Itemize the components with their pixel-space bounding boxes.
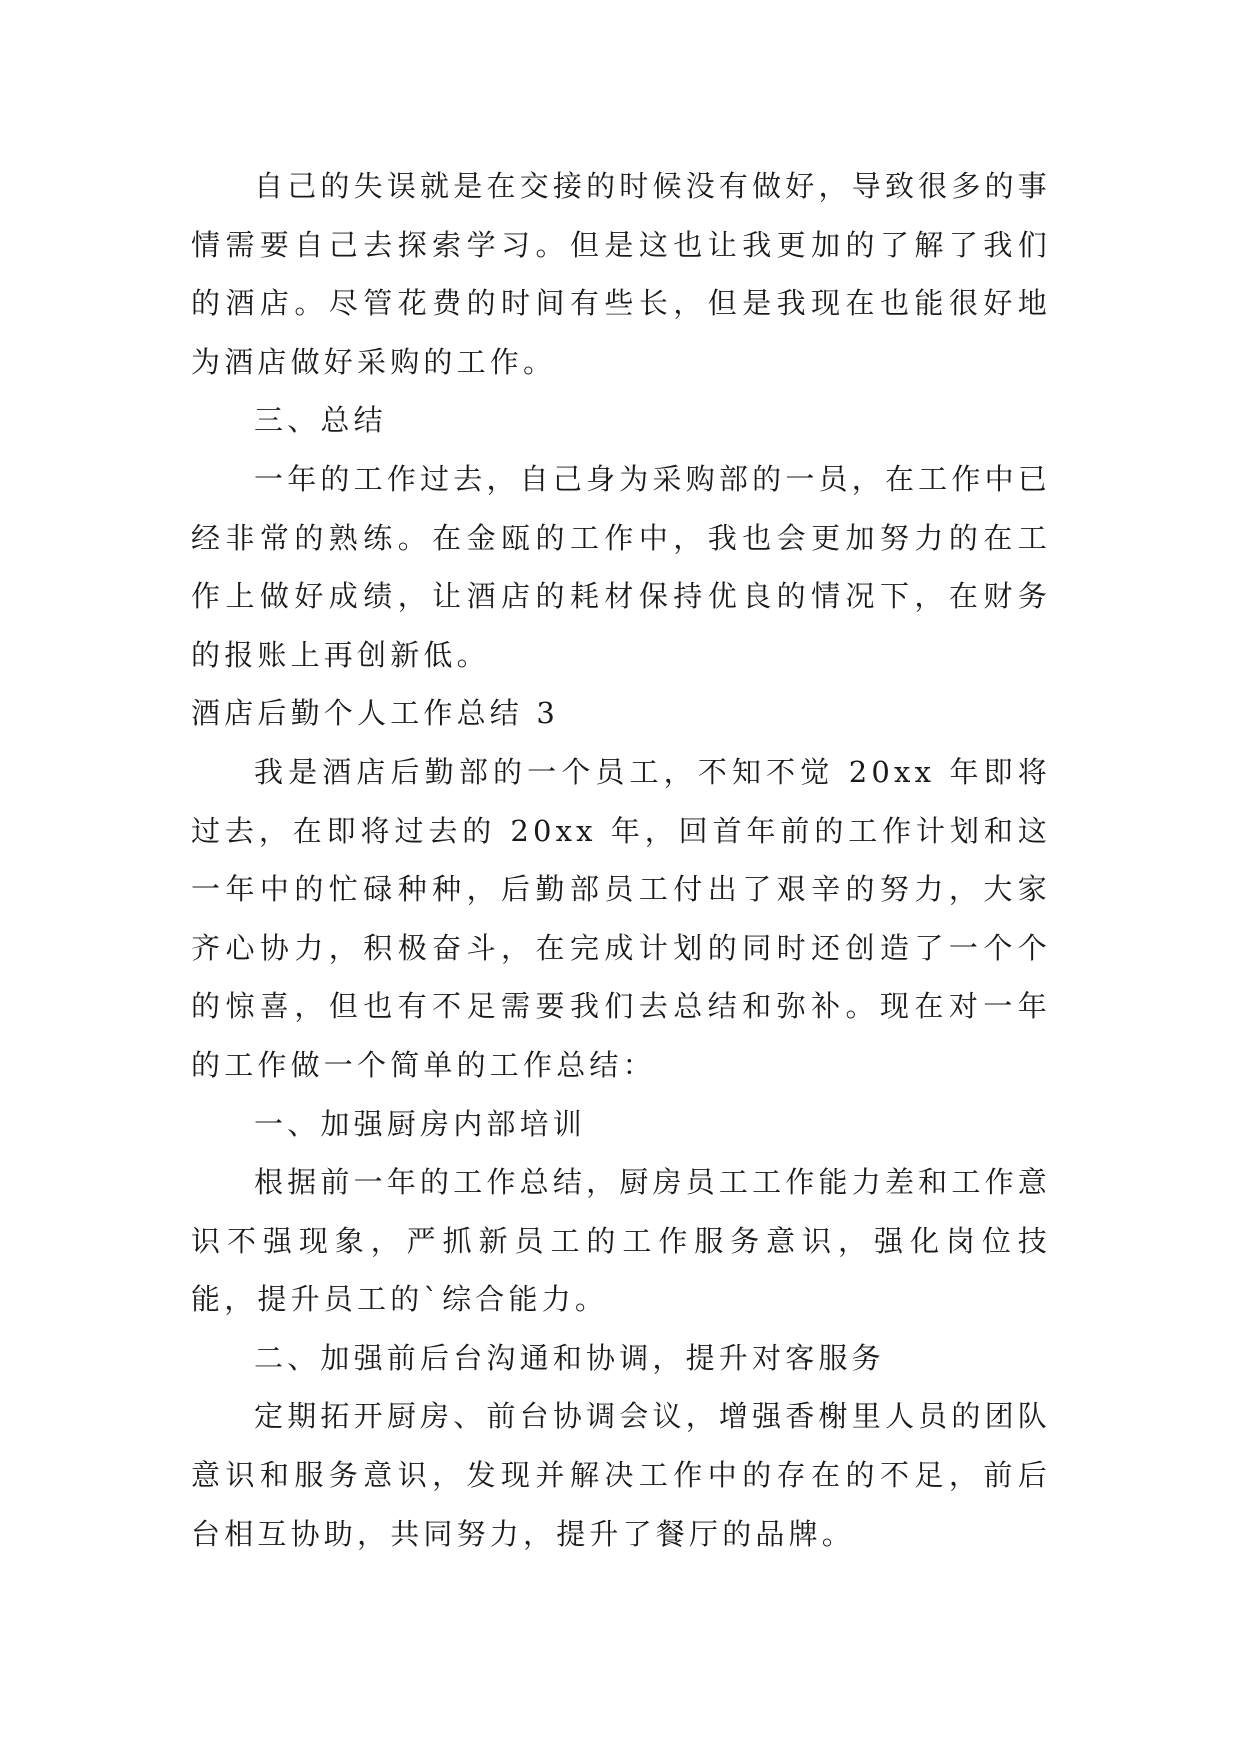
paragraph-intro-logistics: 我是酒店后勤部的一个员工，不知不觉 20xx 年即将过去，在即将过去的 20xx 年，回首年前的工作计划和这一年中的忙碌种种，后勤部员工付出了艰辛的努力，大家齐心协力，积极奋斗，在完成计划的同时还创造了一个个的惊喜，但也有不足需要我们去总结和弥补。现在对一年的工作做一个简单的工作总结： [191,754,1051,1082]
document-body [191,157,1051,1563]
paragraph-communication: 定期拓开厨房、前台协调会议，增强香榭里人员的团队意识和服务意识，发现并解决工作中的存在的不足，前后台相互协助，共同努力，提升了餐厅的品牌。 [191,1399,1051,1551]
document-subtitle: 酒店后勤个人工作总结 3 [191,696,560,731]
paragraph-kitchen-training: 根据前一年的工作总结，厨房员工工作能力差和工作意识不强现象，严抓新员工的工作服务意识，强化岗位技能，提升员工的`综合能力。 [191,1165,1051,1317]
section-heading-communication: 二、加强前后台沟通和协调，提升对客服务 [254,1340,885,1375]
paragraph-year-summary: 一年的工作过去，自己身为采购部的一员，在工作中已经非常的熟练。在金瓯的工作中，我也会更加努力的在工作上做好成绩，让酒店的耗材保持优良的情况下，在财务的报账上再创新低。 [191,461,1051,672]
section-heading-kitchen-training: 一、加强厨房内部培训 [254,1106,587,1141]
paragraph-mistake-reflection: 自己的失误就是在交接的时候没有做好，导致很多的事情需要自己去探索学习。但是这也让我更加的了解了我们的酒店。尽管花费的时间有些长，但是我现在也能很好地为酒店做好采购的工作。 [191,169,1051,379]
section-heading-summary: 三、总结 [254,403,387,438]
